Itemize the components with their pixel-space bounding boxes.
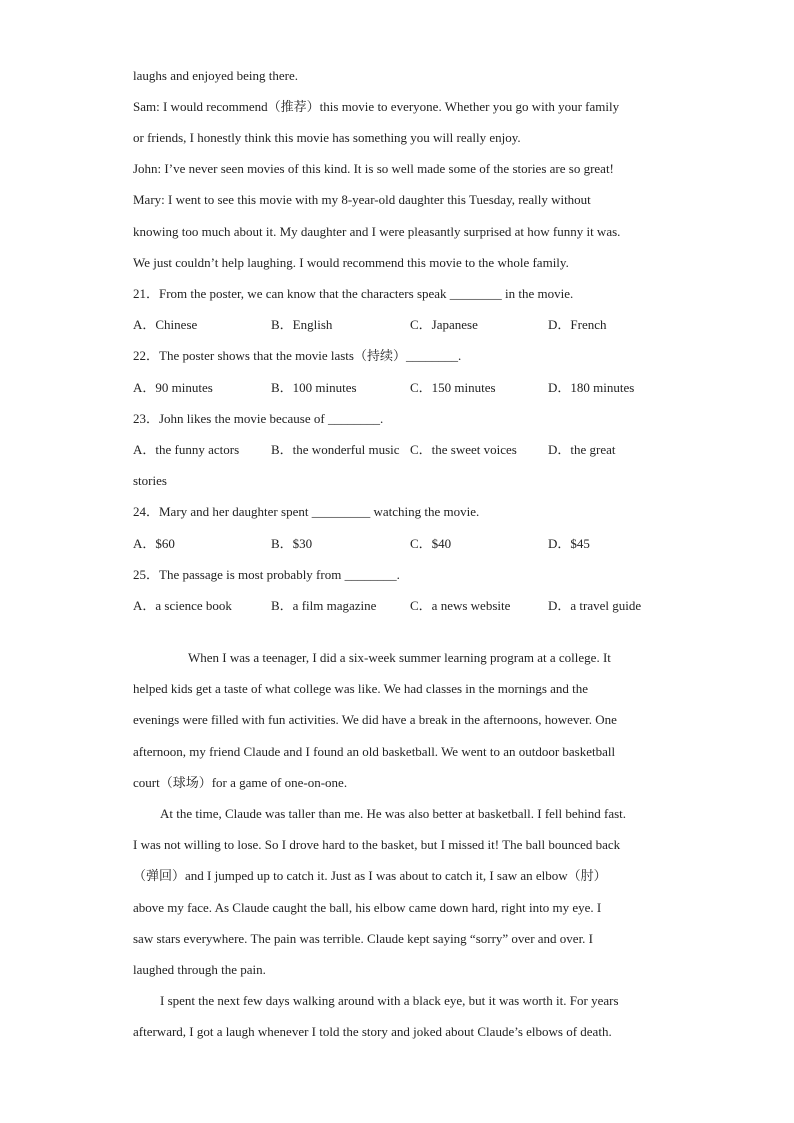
passage-a-line: Sam: I would recommend（推荐）this movie to everyone. Whether you go with your family — [133, 99, 620, 114]
option-a: A．90 minutes — [133, 380, 213, 395]
passage-b-line: afternoon, my friend Claude and I found an old basketball. We went to an outdoor basketball — [133, 744, 616, 759]
passage-b-line: helped kids get a taste of what college was like. We had classes in the mornings and the — [133, 681, 589, 696]
question-stem: 25．The passage is most probably from ________. — [133, 567, 400, 582]
option-d: D．a travel guide — [548, 598, 642, 613]
option-d: D．French — [548, 317, 607, 332]
option-b: B．the wonderful music — [271, 442, 400, 457]
option-a: A．a science book — [133, 598, 232, 613]
option-b: B．100 minutes — [271, 380, 357, 395]
passage-a-line: or friends, I honestly think this movie has something you will really enjoy. — [133, 130, 521, 145]
passage-b-line: When I was a teenager, I did a six-week summer learning program at a college. It — [188, 650, 611, 665]
option-a: A．the funny actors — [133, 442, 240, 457]
option-b: B．a film magazine — [271, 598, 377, 613]
passage-b-line: laughed through the pain. — [133, 962, 266, 977]
option-c: C．Japanese — [410, 317, 478, 332]
passage-b-line: At the time, Claude was taller than me. He was also better at basketball. I fell behind fast. — [160, 806, 627, 821]
question-stem: 24．Mary and her daughter spent _________ watching the movie. — [133, 504, 480, 519]
passage-a-line: We just couldn’t help laughing. I would recommend this movie to the whole family. — [133, 255, 569, 270]
question-stem: 21．From the poster, we can know that the characters speak ________ in the movie. — [133, 286, 574, 301]
option-c: C．150 minutes — [410, 380, 496, 395]
passage-b-line: saw stars everywhere. The pain was terrible. Claude kept saying “sorry” over and over. I — [133, 931, 594, 946]
option-a: A．$60 — [133, 536, 175, 551]
passage-b-line: I spent the next few days walking around with a black eye, but it was worth it. For years — [160, 993, 619, 1008]
passage-b-line: court（球场）for a game of one-on-one. — [133, 775, 348, 790]
option-b: B．$30 — [271, 536, 313, 551]
option-continuation: stories — [133, 473, 167, 488]
passage-a-line: laughs and enjoyed being there. — [133, 68, 298, 83]
option-a: A．Chinese — [133, 317, 198, 332]
passage-b-line: afterward, I got a laugh whenever I told the story and joked about Claude’s elbows of death. — [133, 1024, 612, 1039]
passage-a-line: knowing too much about it. My daughter and I were pleasantly surprised at how funny it was. — [133, 224, 621, 239]
option-d: D．$45 — [548, 536, 590, 551]
option-d: D．180 minutes — [548, 380, 635, 395]
option-c: C．a news website — [410, 598, 511, 613]
passage-b-line: I was not willing to lose. So I drove hard to the basket, but I missed it! The ball bounced back — [133, 837, 621, 852]
passage-a-line: John: I’ve never seen movies of this kind. It is so well made some of the stories are so great! — [133, 161, 614, 176]
passage-b-line: （弹回）and I jumped up to catch it. Just as I was about to catch it, I saw an elbow（肘） — [133, 868, 607, 883]
passage-b-line: above my face. As Claude caught the ball, his elbow came down hard, right into my eye. I — [133, 900, 602, 915]
question-stem: 23．John likes the movie because of ________. — [133, 411, 384, 426]
passage-a-line: Mary: I went to see this movie with my 8-year-old daughter this Tuesday, really without — [133, 192, 591, 207]
option-c: C．the sweet voices — [410, 442, 517, 457]
option-b: B．English — [271, 317, 333, 332]
question-stem: 22．The poster shows that the movie lasts（持续）________. — [133, 348, 462, 363]
option-d: D．the great — [548, 442, 616, 457]
option-c: C．$40 — [410, 536, 452, 551]
passage-b-line: evenings were filled with fun activities. We did have a break in the afternoons, however. One — [133, 712, 617, 727]
